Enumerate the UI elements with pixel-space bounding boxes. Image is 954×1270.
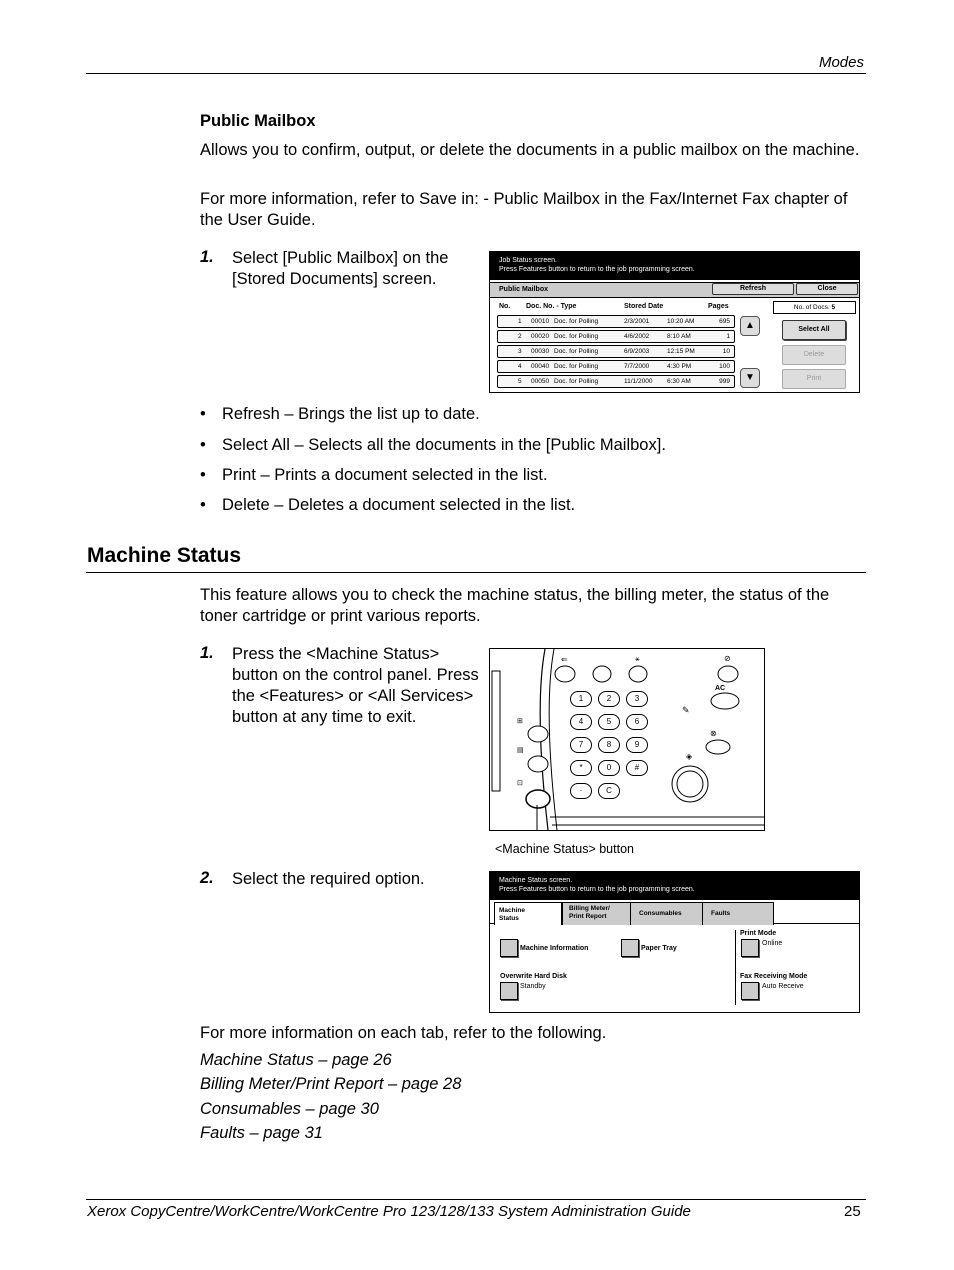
public-mailbox-heading: Public Mailbox [200, 112, 316, 130]
key-ac-label: AC [715, 685, 726, 692]
table-row[interactable] [497, 360, 735, 373]
mailbox-bar-label: Public Mailbox [499, 286, 549, 293]
row-time: 4:30 PM [667, 363, 692, 370]
key[interactable]: 6 [626, 714, 648, 730]
pen-icon: ✎ [682, 705, 690, 715]
tab-faults[interactable]: Faults [702, 902, 774, 925]
row-pages: 1 [726, 333, 730, 340]
row-doc: 00020 [531, 333, 550, 340]
interrupt-icon: ⇐ [561, 655, 568, 664]
step-text: Select [Public Mailbox] on the [Stored Documents] screen. [232, 249, 449, 288]
row-time: 6:30 AM [667, 378, 691, 385]
print-mode-button[interactable] [741, 939, 759, 957]
footer-rule [86, 1199, 866, 1200]
print-button[interactable]: Print [782, 369, 846, 389]
tab-label: Machine [499, 907, 526, 914]
row-pages: 100 [719, 363, 730, 370]
machine-information-button[interactable] [500, 939, 518, 957]
running-header: Modes [818, 54, 864, 71]
list-item: • Refresh – Brings the list up to date. [200, 405, 480, 423]
key[interactable]: 7 [570, 737, 592, 753]
num-docs-label: No. of Docs. [793, 304, 830, 311]
screen-title-line1: Job Status screen. [499, 257, 557, 264]
col-pages: Pages [708, 303, 729, 310]
row-type: Doc. for Polling [554, 333, 599, 340]
key[interactable]: 2 [598, 691, 620, 707]
public-mailbox-intro: Allows you to confirm, output, or delete the documents in a public mailbox on the machine. [200, 141, 860, 159]
cross-reference[interactable]: Machine Status – page 26 [200, 1051, 392, 1069]
scroll-down-icon[interactable]: ▼ [740, 368, 760, 388]
key[interactable]: 0 [598, 760, 620, 776]
row-date: 11/1/2000 [624, 378, 653, 385]
tab-machine-status[interactable] [494, 902, 562, 925]
key[interactable]: 3 [626, 691, 648, 707]
col-doc: Doc. No. - Type [526, 303, 577, 310]
tab-label: Print Report [569, 913, 607, 920]
close-button[interactable]: Close [796, 283, 858, 295]
screen-title-bar [490, 252, 859, 280]
screen-title-bar [490, 872, 859, 900]
overwrite-hd-label: Overwrite Hard Disk [500, 973, 567, 980]
fax-mode-label: Fax Receiving Mode [740, 973, 808, 980]
machine-status-heading: Machine Status [87, 544, 242, 567]
overwrite-hd-button[interactable] [500, 982, 518, 1000]
bullet-text: Delete – Deletes a document selected in the list. [222, 496, 576, 514]
control-panel-illustration [489, 648, 765, 831]
refresh-button[interactable]: Refresh [712, 283, 794, 295]
section-rule [86, 572, 866, 573]
footer-title: Xerox CopyCentre/WorkCentre/WorkCentre Pro 123/128/133 System Administration Guide [87, 1203, 691, 1220]
overwrite-hd-value: Standby [520, 983, 546, 990]
row-type: Doc. for Polling [554, 318, 599, 325]
key[interactable]: 5 [598, 714, 620, 730]
row-doc: 00040 [531, 363, 550, 370]
row-date: 4/6/2002 [624, 333, 650, 340]
table-row[interactable] [497, 375, 735, 388]
scroll-up-icon[interactable]: ▲ [740, 316, 760, 336]
panel-caption: <Machine Status> button [495, 842, 634, 856]
fax-mode-value: Auto Receive [762, 983, 804, 990]
features-icon: ⊞ [517, 718, 523, 725]
tab-billing-meter[interactable] [562, 902, 636, 925]
screen-title-line1: Machine Status screen. [499, 877, 573, 884]
table-row[interactable] [497, 315, 735, 328]
stop-icon: ⊗ [710, 729, 717, 738]
row-doc: 00010 [531, 318, 550, 325]
row-time: 12:15 PM [667, 348, 695, 355]
energy-saver-icon: ⚹ [635, 654, 640, 663]
row-no: 1 [518, 318, 522, 325]
machine-status-icon: ⊡ [517, 780, 523, 787]
header-rule [86, 73, 866, 74]
step-text: Select the required option. [232, 870, 425, 888]
row-type: Doc. for Polling [554, 363, 599, 370]
row-doc: 00050 [531, 378, 550, 385]
bullet-text: Select All – Selects all the documents in the [Public Mailbox]. [222, 436, 666, 454]
cross-reference[interactable]: Faults – page 31 [200, 1124, 323, 1142]
table-row[interactable] [497, 345, 735, 358]
delete-button[interactable]: Delete [782, 345, 846, 365]
list-item: • Select All – Selects all the documents in the [Public Mailbox]. [200, 436, 666, 454]
key[interactable]: · [570, 783, 592, 799]
tab-label: Billing Meter/ [569, 905, 610, 912]
bullet-text: Refresh – Brings the list up to date. [222, 405, 480, 423]
public-mailbox-screen [489, 251, 860, 393]
row-pages: 10 [722, 348, 730, 355]
step-number: 2. [200, 869, 214, 887]
num-docs-value: 5 [831, 304, 836, 311]
cross-reference[interactable]: Billing Meter/Print Report – page 28 [200, 1075, 462, 1093]
list-item: • Print – Prints a document selected in the list. [200, 466, 548, 484]
key[interactable]: 9 [626, 737, 648, 753]
page-number: 25 [844, 1203, 861, 1220]
screen-title-line2: Press Features button to return to the job programming screen. [499, 886, 695, 893]
power-icon: ⊘ [724, 654, 731, 663]
machine-status-intro: This feature allows you to check the machine status, the billing meter, the status of the toner cartridge or print various reports. [200, 586, 830, 625]
select-all-button[interactable]: Select All [782, 320, 846, 340]
screen-title-line2: Press Features button to return to the job programming screen. [499, 266, 695, 273]
row-no: 4 [518, 363, 522, 370]
tab-label: Status [499, 915, 519, 922]
divider [735, 930, 736, 1005]
key[interactable]: C [598, 783, 620, 799]
key[interactable]: 1 [570, 691, 592, 707]
num-docs-box [773, 301, 856, 314]
start-icon: ◈ [686, 752, 693, 761]
step-number: 1. [200, 248, 214, 266]
paper-tray-button[interactable] [621, 939, 639, 957]
fax-mode-button[interactable] [741, 982, 759, 1000]
row-type: Doc. for Polling [554, 348, 599, 355]
machine-status-screen [489, 871, 860, 1013]
job-status-icon: ▤ [517, 747, 524, 754]
row-time: 10:20 AM [667, 318, 695, 325]
key[interactable]: 8 [598, 737, 620, 753]
row-date: 2/3/2001 [624, 318, 650, 325]
paper-tray-label: Paper Tray [641, 945, 677, 952]
print-mode-value: Online [762, 940, 783, 947]
row-no: 2 [518, 333, 522, 340]
row-pages: 999 [719, 378, 730, 385]
row-pages: 695 [719, 318, 730, 325]
step-number: 1. [200, 644, 214, 662]
bullet-text: Print – Prints a document selected in the list. [222, 466, 548, 484]
row-type: Doc. for Polling [554, 378, 599, 385]
refer-text: For more information on each tab, refer to the following. [200, 1024, 607, 1042]
key[interactable]: # [626, 760, 648, 776]
tab-consumables[interactable]: Consumables [630, 902, 710, 925]
row-date: 7/7/2000 [624, 363, 650, 370]
col-no: No. [499, 303, 511, 310]
row-no: 3 [518, 348, 522, 355]
print-mode-label: Print Mode [740, 930, 777, 937]
row-no: 5 [518, 378, 522, 385]
col-date: Stored Date [624, 303, 664, 310]
key[interactable]: 4 [570, 714, 592, 730]
key[interactable]: * [570, 760, 592, 776]
cross-reference[interactable]: Consumables – page 30 [200, 1100, 379, 1118]
table-row[interactable] [497, 330, 735, 343]
row-time: 8:10 AM [667, 333, 691, 340]
public-mailbox-more-info: For more information, refer to Save in: - Public Mailbox in the Fax/Internet Fax chapter of the User Guide. [200, 190, 848, 229]
step-text: Press the <Machine Status> button on the control panel. Press the <Features> or <All Services> button at any time to exit. [232, 645, 479, 726]
row-date: 6/9/2003 [624, 348, 650, 355]
machine-information-label: Machine Information [520, 945, 589, 952]
row-doc: 00030 [531, 348, 550, 355]
list-item: • Delete – Deletes a document selected in the list. [200, 496, 576, 514]
